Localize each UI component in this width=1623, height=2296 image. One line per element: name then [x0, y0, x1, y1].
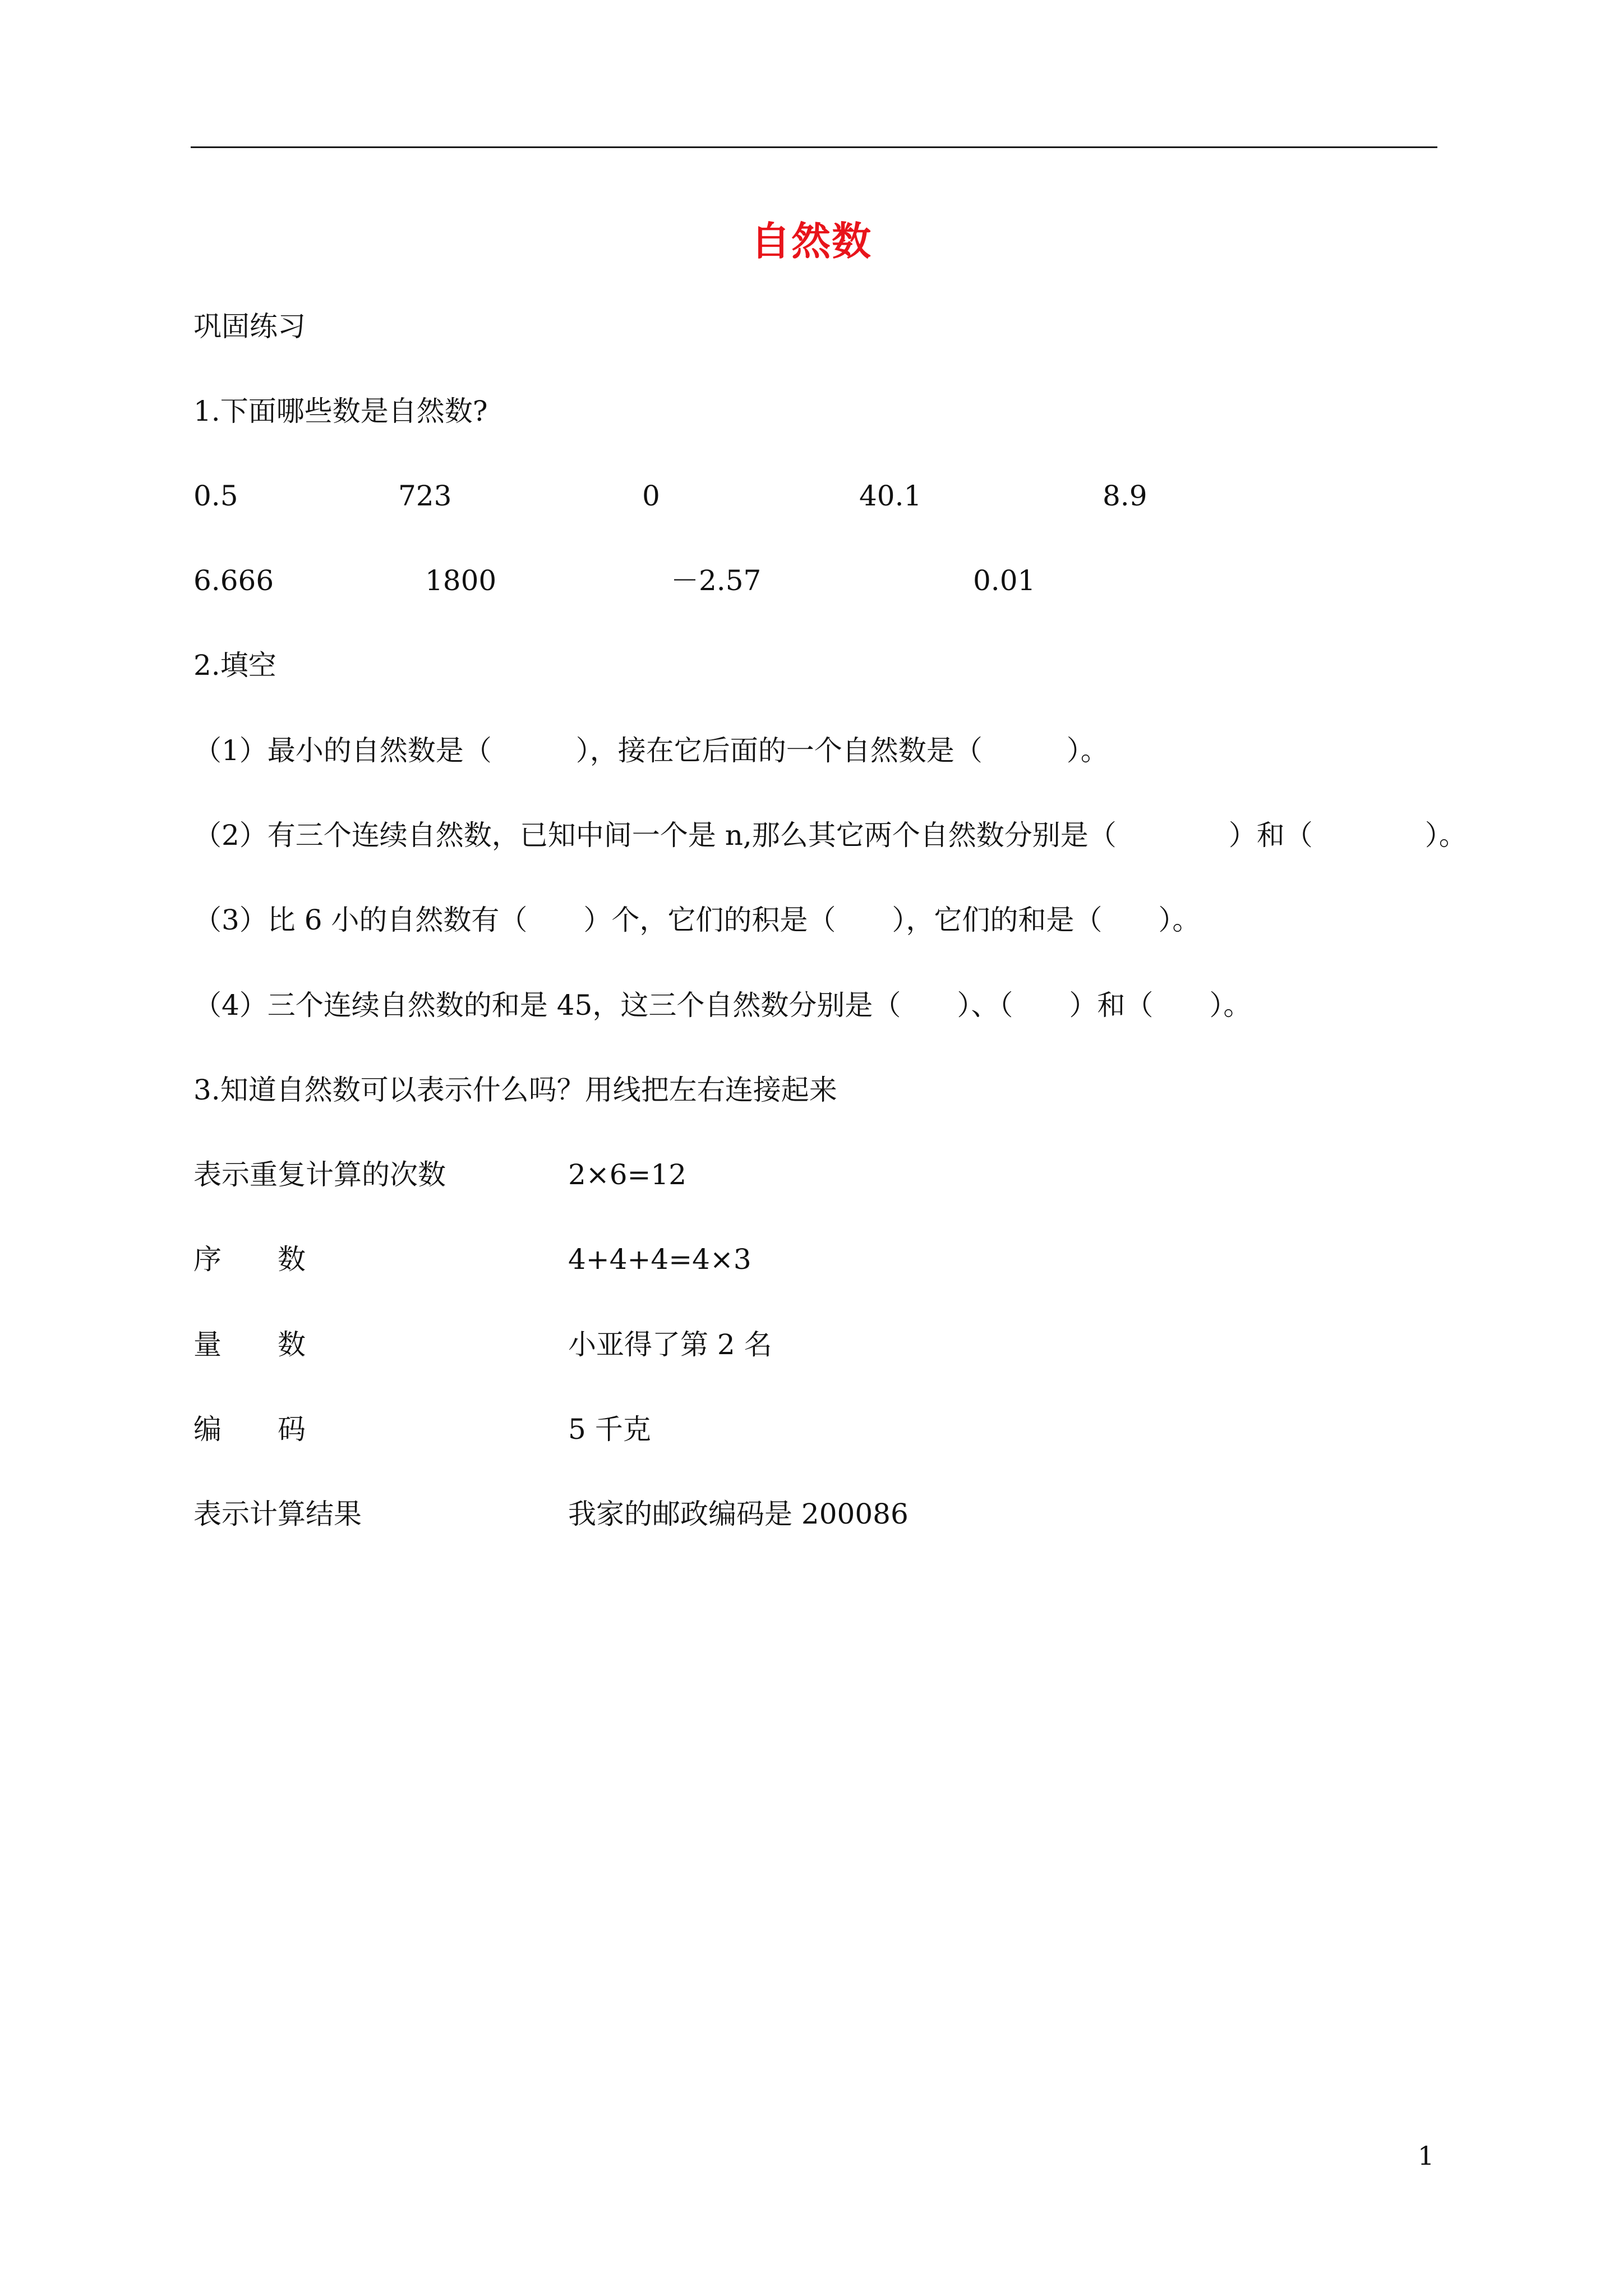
match-right-item: 小亚得了第 2 名 [568, 1328, 772, 1361]
number-option: 0.5 [193, 480, 238, 512]
number-option: 0.01 [973, 564, 1036, 597]
question-3-prompt: 3.知道自然数可以表示什么吗？用线把左右连接起来 [193, 1074, 837, 1106]
section-heading: 巩固练习 [193, 310, 306, 343]
fill-blank-item: （1）最小的自然数是（ ），接在它后面的一个自然数是（ ）。 [193, 734, 1109, 767]
header-rule [191, 146, 1437, 148]
match-left-item: 编 码 [193, 1413, 306, 1446]
number-option: 8.9 [1103, 480, 1147, 512]
question-2-prompt: 2.填空 [193, 649, 276, 682]
number-option: 723 [398, 480, 452, 512]
match-left-item: 表示计算结果 [193, 1498, 362, 1530]
number-option: 6.666 [193, 564, 274, 597]
match-right-item: 我家的邮政编码是 200086 [568, 1498, 909, 1530]
fill-blank-item: （4）三个连续自然数的和是 45，这三个自然数分别是（ ）、（ ）和（ ）。 [193, 989, 1252, 1022]
number-option: 0 [642, 480, 660, 512]
number-option: 40.1 [859, 480, 922, 512]
fill-blank-item: （3）比 6 小的自然数有（ ）个，它们的积是（ ），它们的和是（ ）。 [193, 904, 1201, 936]
fill-blank-item: （2）有三个连续自然数，已知中间一个是 n,那么其它两个自然数分别是（ ）和（ ）。 [193, 819, 1467, 852]
number-option: 1800 [425, 564, 497, 597]
match-right-item: 2×6=12 [568, 1158, 687, 1191]
match-left-item: 量 数 [193, 1328, 306, 1361]
match-left-item: 序 数 [193, 1243, 306, 1276]
page-number: 1 [1418, 2141, 1435, 2171]
match-right-item: 5 千克 [568, 1413, 651, 1446]
number-option: －2.57 [671, 564, 762, 597]
question-1-prompt: 1.下面哪些数是自然数? [193, 395, 488, 427]
match-right-item: 4+4+4=4×3 [568, 1243, 751, 1276]
match-left-item: 表示重复计算的次数 [193, 1158, 446, 1191]
document-title: 自然数 [751, 218, 872, 264]
